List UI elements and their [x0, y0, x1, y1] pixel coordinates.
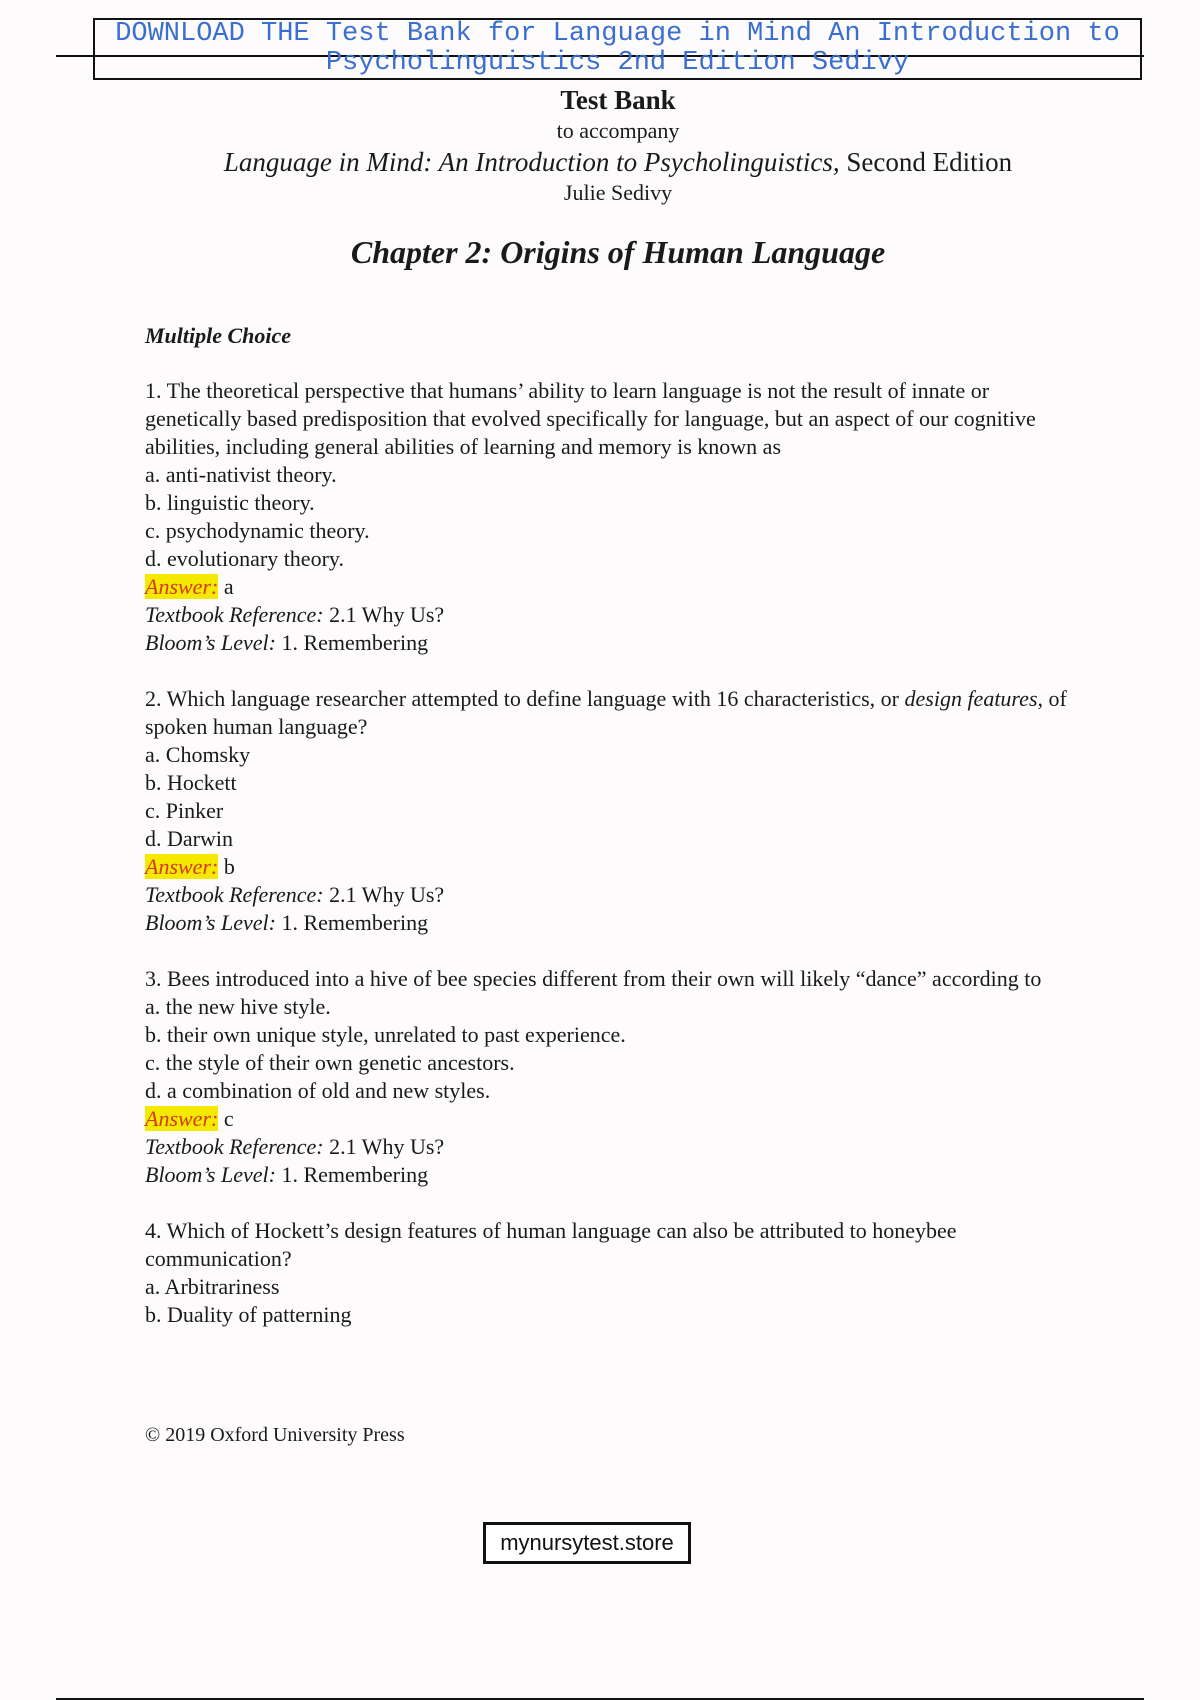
question-stem-italic: design features — [904, 686, 1038, 711]
blooms-level-value: 1. Remembering — [275, 910, 429, 935]
textbook-reference-value: 2.1 Why Us? — [323, 882, 445, 907]
blooms-level-value: 1. Remembering — [275, 1162, 429, 1187]
section-title: Multiple Choice — [145, 323, 292, 348]
textbook-reference-value: 2.1 Why Us? — [323, 1134, 445, 1159]
answer-option: a. Arbitrariness — [145, 1274, 280, 1299]
blooms-level-label: Bloom’s Level: — [145, 630, 276, 655]
answer-option: d. Darwin — [145, 826, 233, 851]
blooms-level-line — [145, 629, 1085, 657]
answer-value: b — [218, 854, 235, 879]
answer-option: d. a combination of old and new styles. — [145, 1078, 491, 1103]
document-header — [0, 84, 1200, 208]
answer-option: a. Chomsky — [145, 742, 251, 767]
question-stem: 4. Which of Hockett’s design features of human language can also be attributed to honeybee communication? — [145, 1218, 957, 1271]
question-stem: 1. The theoretical perspective that humans’ ability to learn language is not the result of innate or genetically based predisposition that evolved specifically for language, but an aspect of our cognitive abilities, including general abilities of learning and memory is known as — [145, 378, 1036, 459]
question-1 — [145, 377, 1085, 657]
answer-option: b. Duality of patterning — [145, 1302, 352, 1327]
to-accompany-text: to accompany — [556, 118, 680, 143]
textbook-reference-line — [145, 881, 1085, 909]
textbook-reference-value: 2.1 Why Us? — [323, 602, 445, 627]
copyright-notice: © 2019 Oxford University Press — [145, 1424, 405, 1446]
answer-value: a — [218, 574, 234, 599]
book-edition: Second Edition — [839, 147, 1013, 177]
answer-option: c. psychodynamic theory. — [145, 518, 370, 543]
store-label-box: mynursytest.store — [483, 1522, 691, 1564]
test-bank-title: Test Bank — [560, 85, 676, 115]
book-title-italic: Language in Mind: An Introduction to Psycholinguistics, — [223, 147, 840, 177]
answer-option: b. Hockett — [145, 770, 237, 795]
chapter-title: Chapter 2: Origins of Human Language — [350, 234, 886, 270]
answer-option: a. anti-nativist theory. — [145, 462, 337, 487]
textbook-reference-line — [145, 601, 1085, 629]
answer-line — [145, 573, 1085, 601]
answer-option: d. evolutionary theory. — [145, 546, 344, 571]
question-3 — [145, 965, 1085, 1189]
answer-line — [145, 853, 1085, 881]
answer-label: Answer: — [145, 1106, 219, 1131]
blooms-level-line — [145, 909, 1085, 937]
download-banner-link[interactable] — [93, 18, 1142, 80]
blooms-level-label: Bloom’s Level: — [145, 1162, 276, 1187]
answer-option: b. linguistic theory. — [145, 490, 315, 515]
answer-value: c — [218, 1106, 234, 1131]
answer-line — [145, 1105, 1085, 1133]
question-stem-start: 2. Which language researcher attempted to define language with 16 characteristics, or — [145, 686, 905, 711]
question-stem — [145, 685, 1085, 741]
blooms-level-line — [145, 1161, 1085, 1189]
textbook-reference-line — [145, 1133, 1085, 1161]
textbook-reference-label: Textbook Reference: — [145, 1134, 324, 1159]
answer-option: a. the new hive style. — [145, 994, 331, 1019]
blooms-level-label: Bloom’s Level: — [145, 910, 276, 935]
question-content — [145, 322, 1085, 1357]
book-title — [0, 146, 1200, 178]
question-stem: 3. Bees introduced into a hive of bee species different from their own will likely “dance” according to — [145, 966, 1042, 991]
blooms-level-value: 1. Remembering — [275, 630, 429, 655]
question-4 — [145, 1217, 1085, 1329]
answer-option: c. Pinker — [145, 798, 224, 823]
author-name: Julie Sedivy — [563, 180, 673, 205]
question-2 — [145, 685, 1085, 937]
answer-label: Answer: — [145, 854, 219, 879]
answer-label: Answer: — [145, 574, 219, 599]
answer-option: c. the style of their own genetic ancestors. — [145, 1050, 515, 1075]
question-stem-end: , of spoken human language? — [145, 686, 1067, 739]
banner-line-2: Psycholinguistics 2nd Edition Sedivy — [325, 48, 910, 78]
banner-line-1: DOWNLOAD THE Test Bank for Language in Mind An Introduction to — [115, 19, 1120, 49]
textbook-reference-label: Textbook Reference: — [145, 882, 324, 907]
bottom-rule — [56, 1698, 1144, 1700]
textbook-reference-label: Textbook Reference: — [145, 602, 324, 627]
answer-option: b. their own unique style, unrelated to past experience. — [145, 1022, 626, 1047]
